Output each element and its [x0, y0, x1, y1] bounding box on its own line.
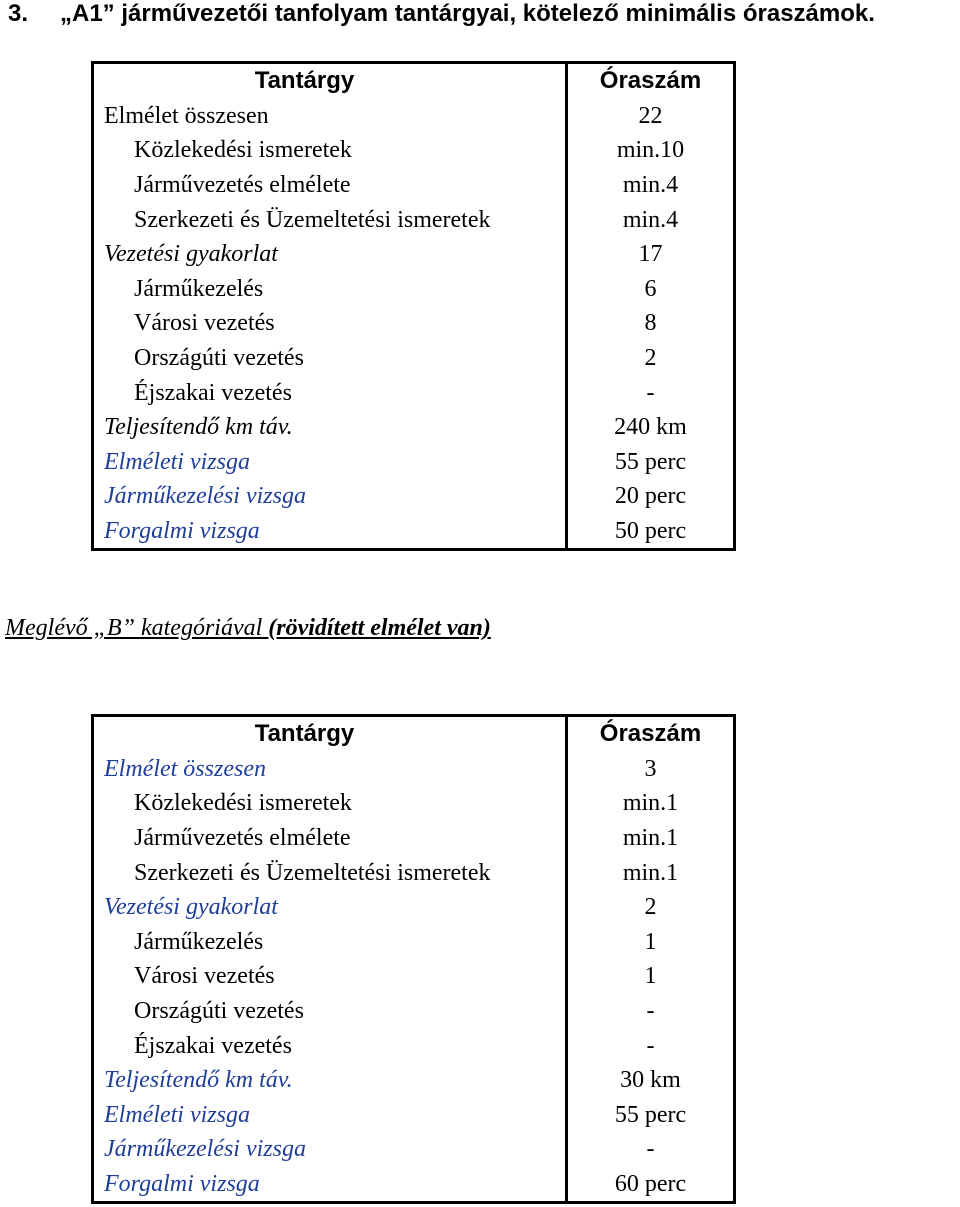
- table-row: [93, 514, 735, 550]
- table-row: [93, 272, 735, 307]
- hours-cell: 55 perc: [567, 1098, 735, 1133]
- hours-cell: min.1: [567, 821, 735, 856]
- subject-cell: Éjszakai vezetés: [134, 379, 292, 406]
- table-row: [93, 821, 735, 856]
- subject-cell: Közlekedési ismeretek: [134, 137, 352, 164]
- subject-cell: Szerkezeti és Üzemeltetési ismeretek: [134, 859, 491, 886]
- subject-cell: Közlekedési ismeretek: [134, 790, 352, 817]
- hours-cell: min.1: [567, 855, 735, 890]
- header-hours: Óraszám: [567, 716, 735, 752]
- hours-cell: 240 km: [567, 410, 735, 445]
- table-row: [93, 752, 735, 787]
- subject-cell: Forgalmi vizsga: [104, 518, 260, 545]
- hours-cell: 17: [567, 237, 735, 272]
- hours-cell: 60 perc: [567, 1167, 735, 1203]
- note-prefix: Meglévő „B” kategóriával: [5, 615, 269, 641]
- hours-cell: 50 perc: [567, 514, 735, 550]
- table-row: [93, 890, 735, 925]
- hours-cell: 2: [567, 890, 735, 925]
- hours-cell: 2: [567, 341, 735, 376]
- table-row: [93, 855, 735, 890]
- table-body: [93, 716, 735, 1203]
- subject-cell: Teljesítendő km táv.: [104, 1067, 293, 1094]
- hours-cell: 55 perc: [567, 445, 735, 480]
- note-bold: (rövidített elmélet van): [268, 615, 491, 641]
- table-row: [93, 99, 735, 134]
- table-row: [93, 237, 735, 272]
- table-row: [93, 410, 735, 445]
- table-row: [93, 341, 735, 376]
- subject-cell: Elmélet összesen: [104, 755, 266, 782]
- hours-cell: -: [567, 994, 735, 1029]
- subject-cell: Járművezetés elmélete: [134, 172, 351, 199]
- subject-cell: Teljesítendő km táv.: [104, 414, 293, 441]
- page-heading: [8, 0, 875, 28]
- table-body: [93, 63, 735, 550]
- table-row: [93, 375, 735, 410]
- subject-cell: Járműkezelési vizsga: [104, 1136, 306, 1163]
- header-subject: Tantárgy: [254, 720, 355, 748]
- heading-text: „A1” járművezetői tanfolyam tantárgyai, kötelező minimális óraszámok.: [60, 0, 875, 27]
- subject-cell: Országúti vezetés: [134, 345, 304, 372]
- hours-cell: 8: [567, 306, 735, 341]
- subject-cell: Vezetési gyakorlat: [104, 894, 278, 921]
- table-row: [93, 445, 735, 480]
- subject-cell: Városi vezetés: [134, 310, 275, 337]
- table-row: [93, 1132, 735, 1167]
- table-row: [93, 133, 735, 168]
- subject-cell: Városi vezetés: [134, 963, 275, 990]
- table-header-row: [93, 63, 735, 99]
- subject-cell: Vezetési gyakorlat: [104, 241, 278, 268]
- hours-cell: 3: [567, 752, 735, 787]
- subject-cell: Éjszakai vezetés: [134, 1032, 292, 1059]
- table-row: [93, 786, 735, 821]
- hours-cell: 1: [567, 925, 735, 960]
- b-category-note: [5, 615, 491, 642]
- table-header-row: [93, 716, 735, 752]
- header-subject: Tantárgy: [254, 67, 355, 95]
- subject-cell: Elméleti vizsga: [104, 1101, 250, 1128]
- hours-cell: min.4: [567, 202, 735, 237]
- hours-cell: 22: [567, 99, 735, 134]
- table-row: [93, 1098, 735, 1133]
- table-row: [93, 959, 735, 994]
- table-row: [93, 994, 735, 1029]
- table-row: [93, 1028, 735, 1063]
- subject-cell: Járműkezelési vizsga: [104, 483, 306, 510]
- subject-cell: Szerkezeti és Üzemeltetési ismeretek: [134, 206, 491, 233]
- hours-cell: 30 km: [567, 1063, 735, 1098]
- heading-number: 3.: [8, 0, 29, 27]
- subjects-table-with-b: [91, 714, 736, 1204]
- subject-cell: Elméleti vizsga: [104, 448, 250, 475]
- hours-cell: -: [567, 1132, 735, 1167]
- hours-cell: min.1: [567, 786, 735, 821]
- subjects-table-a1: [91, 61, 736, 551]
- hours-cell: -: [567, 375, 735, 410]
- subject-cell: Forgalmi vizsga: [104, 1171, 260, 1198]
- hours-cell: min.10: [567, 133, 735, 168]
- table-row: [93, 1167, 735, 1203]
- hours-cell: 6: [567, 272, 735, 307]
- table-row: [93, 168, 735, 203]
- table-row: [93, 925, 735, 960]
- hours-cell: 1: [567, 959, 735, 994]
- table-row: [93, 1063, 735, 1098]
- table-row: [93, 479, 735, 514]
- table-row: [93, 306, 735, 341]
- subject-cell: Elmélet összesen: [104, 102, 269, 129]
- subject-cell: Járműkezelés: [134, 928, 264, 955]
- hours-cell: min.4: [567, 168, 735, 203]
- hours-cell: -: [567, 1028, 735, 1063]
- subject-cell: Járművezetés elmélete: [134, 825, 351, 852]
- table-row: [93, 202, 735, 237]
- hours-cell: 20 perc: [567, 479, 735, 514]
- header-hours: Óraszám: [567, 63, 735, 99]
- subject-cell: Járműkezelés: [134, 275, 264, 302]
- subject-cell: Országúti vezetés: [134, 998, 304, 1025]
